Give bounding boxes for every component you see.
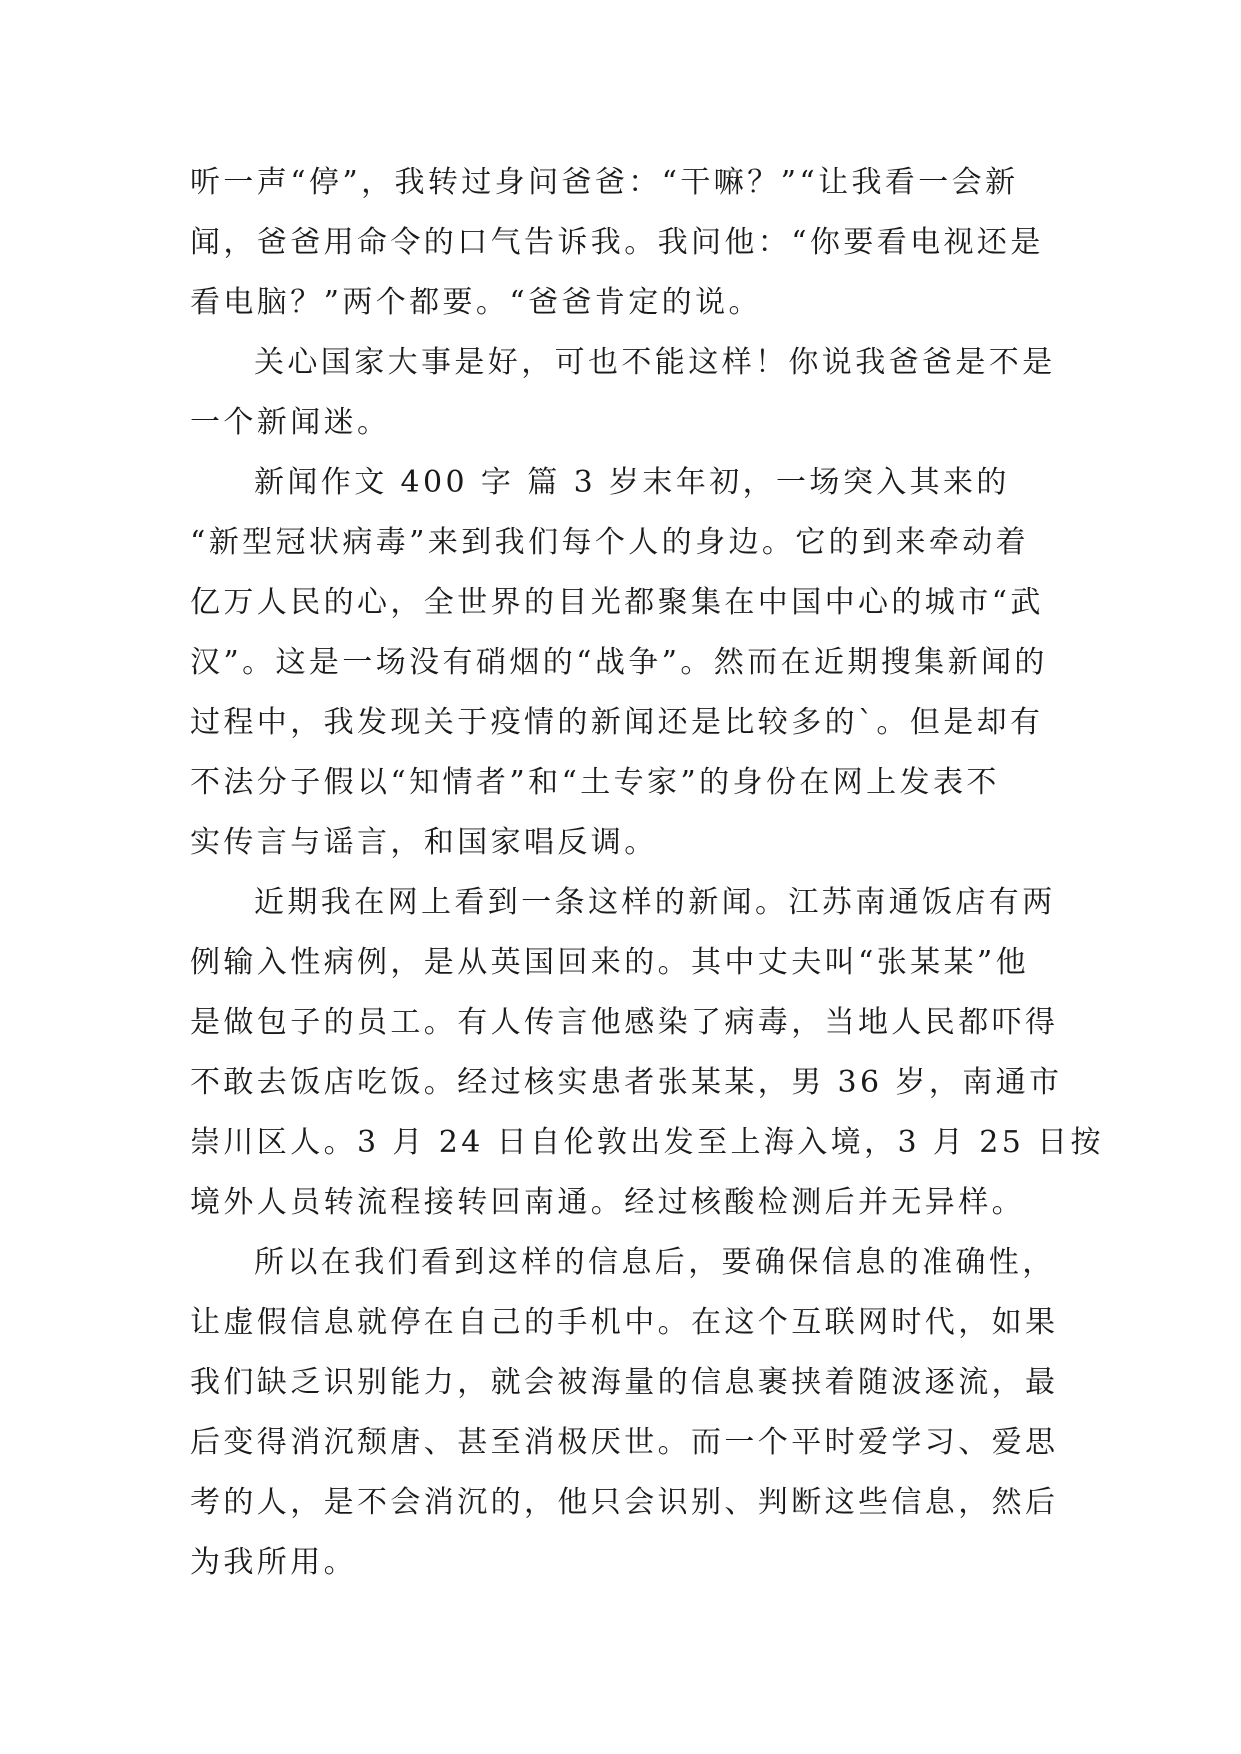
text-line: “新型冠状病毒”来到我们每个人的身边。它的到来牵动着 — [190, 525, 1030, 560]
text-line: 为我所用。 — [190, 1545, 357, 1580]
text-line: 亿万人民的心，全世界的目光都聚集在中国中心的城市“武 — [190, 585, 1044, 620]
text-line: 汉”。这是一场没有硝烟的“战争”。然而在近期搜集新闻的 — [190, 645, 1048, 680]
text-line: 近期我在网上看到一条这样的新闻。江苏南通饭店有两 — [254, 885, 1056, 920]
text-line: 考的人，是不会消沉的，他只会识别、判断这些信息，然后 — [190, 1485, 1059, 1520]
text-line: 崇川区人。3 月 24 日自伦敦出发至上海入境，3 月 25 日按 — [190, 1125, 1104, 1160]
text-line: 所以在我们看到这样的信息后，要确保信息的准确性， — [254, 1245, 1056, 1280]
text-line: 不敢去饭店吃饭。经过核实患者张某某，男 36 岁，南通市 — [190, 1065, 1063, 1100]
text-line: 境外人员转流程接转回南通。经过核酸检测后并无异样。 — [190, 1185, 1025, 1220]
text-line: 过程中，我发现关于疫情的新闻还是比较多的`。但是却有 — [190, 705, 1044, 740]
text-line: 闻，爸爸用命令的口气告诉我。我问他：“你要看电视还是 — [190, 225, 1044, 260]
text-line: 实传言与谣言，和国家唱反调。 — [190, 825, 658, 860]
text-line: 例输入性病例，是从英国回来的。其中丈夫叫“张某某”他 — [190, 945, 1030, 980]
text-line: 听一声“停”，我转过身问爸爸：“干嘛？”“让我看一会新 — [190, 165, 1019, 200]
section-heading-line: 新闻作文 400 字 篇 3 岁末年初，一场突入其来的 — [254, 465, 1010, 500]
text-line: 不法分子假以“知情者”和“土专家”的身份在网上发表不 — [190, 765, 1000, 800]
text-line: 一个新闻迷。 — [190, 405, 391, 440]
text-line: 关心国家大事是好，可也不能这样！你说我爸爸是不是 — [254, 345, 1056, 380]
text-line: 我们缺乏识别能力，就会被海量的信息裹挟着随波逐流，最 — [190, 1365, 1059, 1400]
text-line: 让虚假信息就停在自己的手机中。在这个互联网时代，如果 — [190, 1305, 1059, 1340]
text-line: 后变得消沉颓唐、甚至消极厌世。而一个平时爱学习、爱思 — [190, 1425, 1059, 1460]
text-line: 是做包子的员工。有人传言他感染了病毒，当地人民都吓得 — [190, 1005, 1059, 1040]
text-line: 看电脑？”两个都要。“爸爸肯定的说。 — [190, 285, 762, 320]
